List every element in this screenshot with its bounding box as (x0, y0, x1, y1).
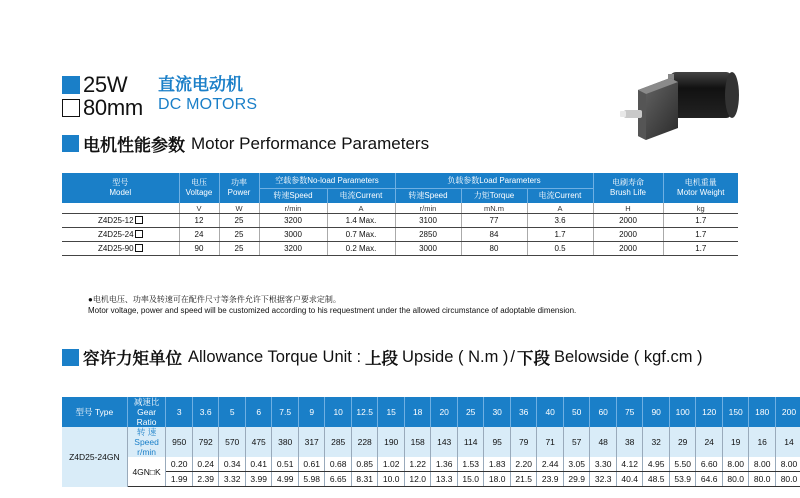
unit-cell (62, 203, 179, 214)
upside-torque-cell: 0.51 (272, 457, 299, 472)
table-cell: 1.7 (663, 214, 738, 228)
belowside-torque-cell: 1.99 (166, 472, 193, 487)
belowside-torque-cell: 21.5 (510, 472, 537, 487)
gear-ratio-cell: 18 (404, 397, 431, 427)
gear-ratio-cell: 60 (590, 397, 617, 427)
upside-torque-cell: 4.95 (643, 457, 670, 472)
table-cell: 3200 (259, 242, 327, 256)
belowside-torque-cell: 48.5 (643, 472, 670, 487)
speed-cell: 71 (537, 427, 564, 457)
table-cell: 3.6 (527, 214, 593, 228)
section-marker-icon (62, 135, 79, 152)
gear-ratio-cell: 12.5 (351, 397, 378, 427)
col-noload-speed: 转速Speed (259, 189, 327, 204)
speed-cell: 570 (219, 427, 246, 457)
belowside-torque-cell: 10.0 (378, 472, 405, 487)
unit-cell: A (327, 203, 395, 214)
table-cell: 0.2 Max. (327, 242, 395, 256)
speed-cell: 57 (563, 427, 590, 457)
model-cell: Z4D25-90 (62, 242, 179, 256)
performance-table (62, 173, 738, 256)
gear-ratio-cell: 6 (245, 397, 272, 427)
table-cell: 0.5 (527, 242, 593, 256)
unit-cell: V (179, 203, 219, 214)
speed-cell: 190 (378, 427, 405, 457)
table-cell: 3000 (259, 228, 327, 242)
gear-ratio-cell: 7.5 (272, 397, 299, 427)
table-cell: 2000 (593, 214, 663, 228)
belowside-torque-cell: 3.32 (219, 472, 246, 487)
unit-cell: r/min (395, 203, 461, 214)
belowside-torque-cell: 80.0 (775, 472, 800, 487)
gearhead-model: 4GN□K (127, 457, 166, 487)
col-power: 功率 Power (219, 173, 259, 203)
belowside-torque-cell: 2.39 (192, 472, 219, 487)
upside-torque-cell: 1.53 (457, 457, 484, 472)
torque-title-en: Allowance Torque Unit : (188, 347, 362, 366)
model-cell: Z4D25-12 (62, 214, 179, 228)
gear-ratio-cell: 75 (616, 397, 643, 427)
upside-torque-cell: 6.60 (696, 457, 723, 472)
speed-cell: 228 (351, 427, 378, 457)
unit-cell: mN.m (461, 203, 527, 214)
upside-torque-cell: 1.83 (484, 457, 511, 472)
table-cell: 25 (219, 228, 259, 242)
col-load-speed: 转速Speed (395, 189, 461, 204)
speed-cell: 95 (484, 427, 511, 457)
speed-cell: 19 (722, 427, 749, 457)
size-spec (62, 97, 143, 119)
gear-ratio-cell: 180 (749, 397, 776, 427)
unit-cell: H (593, 203, 663, 214)
table-cell: 25 (219, 242, 259, 256)
gear-ratio-cell: 3 (166, 397, 193, 427)
belowside-torque-cell: 40.4 (616, 472, 643, 487)
table-row (62, 242, 738, 256)
speed-row (62, 427, 800, 457)
belowside-label-en: Belowside ( kgf.cm ) (554, 347, 703, 366)
unit-cell: kg (663, 203, 738, 214)
model-cell: Z4D25-24 (62, 228, 179, 242)
gear-ratio-cell: 40 (537, 397, 564, 427)
upside-label-cn: 上段 (365, 350, 399, 368)
gear-ratio-cell: 20 (431, 397, 458, 427)
belowside-torque-cell: 29.9 (563, 472, 590, 487)
upside-torque-cell: 0.85 (351, 457, 378, 472)
note-chinese: ●电机电压、功率及转速可在配件尺寸等条件允许下根据客户要求定制。 (88, 295, 341, 304)
belowside-torque-row (62, 472, 800, 487)
upside-torque-cell: 0.20 (166, 457, 193, 472)
gear-ratio-cell: 5 (219, 397, 246, 427)
upside-torque-cell: 0.61 (298, 457, 325, 472)
checkbox-square-icon (135, 244, 143, 252)
upside-label-en: Upside ( N.m ) (402, 347, 509, 366)
title-english: DC MOTORS (158, 96, 258, 113)
performance-section-title (62, 131, 429, 156)
speed-cell: 380 (272, 427, 299, 457)
gear-ratio-cell: 15 (378, 397, 405, 427)
speed-cell: 143 (431, 427, 458, 457)
belowside-torque-cell: 32.3 (590, 472, 617, 487)
speed-cell: 48 (590, 427, 617, 457)
title-chinese: 直流电动机 (158, 75, 243, 94)
col-load-group: 负载参数Load Parameters (395, 173, 593, 189)
torque-section-title (62, 345, 703, 369)
gear-ratio-cell: 9 (298, 397, 325, 427)
power-marker-icon (62, 76, 80, 94)
unit-cell: W (219, 203, 259, 214)
belowside-torque-cell: 13.3 (431, 472, 458, 487)
table-cell: 1.7 (663, 228, 738, 242)
gear-ratio-cell: 30 (484, 397, 511, 427)
upside-torque-row (62, 457, 800, 472)
upside-torque-cell: 2.44 (537, 457, 564, 472)
upside-torque-cell: 0.34 (219, 457, 246, 472)
upside-torque-cell: 1.22 (404, 457, 431, 472)
table-cell: 80 (461, 242, 527, 256)
belowside-torque-cell: 5.98 (298, 472, 325, 487)
gear-ratio-cell: 120 (696, 397, 723, 427)
belowside-torque-cell: 3.99 (245, 472, 272, 487)
upside-torque-cell: 4.12 (616, 457, 643, 472)
upside-torque-cell: 5.50 (669, 457, 696, 472)
speed-cell: 16 (749, 427, 776, 457)
performance-title-en: Motor Performance Parameters (191, 133, 430, 153)
speed-cell: 32 (643, 427, 670, 457)
belowside-torque-cell: 18.0 (484, 472, 511, 487)
speed-cell: 38 (616, 427, 643, 457)
upside-torque-cell: 1.02 (378, 457, 405, 472)
torque-title-cn: 容许力矩单位 (83, 350, 182, 368)
table-row (62, 228, 738, 242)
table-cell: 12 (179, 214, 219, 228)
gear-ratio-cell: 50 (563, 397, 590, 427)
speed-cell: 24 (696, 427, 723, 457)
gear-ratio-cell: 36 (510, 397, 537, 427)
upside-torque-cell: 3.05 (563, 457, 590, 472)
table-cell: 2000 (593, 228, 663, 242)
customization-note (88, 294, 576, 316)
table-cell: 90 (179, 242, 219, 256)
power-value: 25W (83, 72, 128, 97)
table-cell: 77 (461, 214, 527, 228)
torque-table (62, 397, 800, 487)
section-marker-icon (62, 349, 79, 366)
col-voltage: 电压 Voltage (179, 173, 219, 203)
table-cell: 1.4 Max. (327, 214, 395, 228)
gear-ratio-cell: 25 (457, 397, 484, 427)
col-model: 型号 Model (62, 173, 179, 203)
speed-cell: 79 (510, 427, 537, 457)
upside-torque-cell: 0.24 (192, 457, 219, 472)
belowside-torque-cell: 12.0 (404, 472, 431, 487)
belowside-torque-cell: 6.65 (325, 472, 352, 487)
gear-ratio-cell: 100 (669, 397, 696, 427)
col-brush-life: 电刷寿命 Brush Life (593, 173, 663, 203)
unit-cell: A (527, 203, 593, 214)
table-cell: 3000 (395, 242, 461, 256)
belowside-torque-cell: 23.9 (537, 472, 564, 487)
gear-ratio-cell: 90 (643, 397, 670, 427)
speed-cell: 317 (298, 427, 325, 457)
speed-cell: 29 (669, 427, 696, 457)
belowside-torque-cell: 80.0 (722, 472, 749, 487)
belowside-torque-cell: 53.9 (669, 472, 696, 487)
speed-cell: 158 (404, 427, 431, 457)
note-english: Motor voltage, power and speed will be customized according to his requestment under the allowed circumstance of adoptable dimension. (88, 306, 577, 315)
col-noload-current: 电流Current (327, 189, 395, 204)
gear-model: Z4D25-24GN (62, 427, 127, 487)
speed-cell: 14 (775, 427, 800, 457)
speed-cell: 114 (457, 427, 484, 457)
size-marker-icon (62, 99, 80, 117)
upside-torque-cell: 0.68 (325, 457, 352, 472)
col-type: 型号 Type (62, 397, 127, 427)
table-cell: 2000 (593, 242, 663, 256)
table-cell: 25 (219, 214, 259, 228)
separator: / (510, 347, 515, 366)
belowside-torque-cell: 8.31 (351, 472, 378, 487)
table-cell: 1.7 (663, 242, 738, 256)
speed-cell: 950 (166, 427, 193, 457)
table-cell: 3200 (259, 214, 327, 228)
motor-image (612, 60, 742, 160)
gear-ratio-cell: 3.6 (192, 397, 219, 427)
gear-ratio-cell: 10 (325, 397, 352, 427)
units-row (62, 203, 738, 214)
table-cell: 3100 (395, 214, 461, 228)
table-cell: 2850 (395, 228, 461, 242)
belowside-torque-cell: 64.6 (696, 472, 723, 487)
table-cell: 24 (179, 228, 219, 242)
power-spec (62, 74, 127, 96)
speed-cell: 475 (245, 427, 272, 457)
table-cell: 84 (461, 228, 527, 242)
speed-cell: 792 (192, 427, 219, 457)
speed-label: 转 速 Speed r/min (127, 427, 166, 457)
gear-ratio-cell: 150 (722, 397, 749, 427)
table-cell: 1.7 (527, 228, 593, 242)
table-cell: 0.7 Max. (327, 228, 395, 242)
belowside-torque-cell: 80.0 (749, 472, 776, 487)
performance-title-cn: 电机性能参数 (83, 136, 185, 155)
col-load-current: 电流Current (527, 189, 593, 204)
upside-torque-cell: 3.30 (590, 457, 617, 472)
belowside-torque-cell: 15.0 (457, 472, 484, 487)
upside-torque-cell: 8.00 (749, 457, 776, 472)
col-motor-weight: 电机重量 Motor Weight (663, 173, 738, 203)
table-row (62, 214, 738, 228)
unit-cell: r/min (259, 203, 327, 214)
belowside-label-cn: 下段 (517, 350, 550, 368)
upside-torque-cell: 8.00 (722, 457, 749, 472)
checkbox-square-icon (135, 216, 143, 224)
belowside-torque-cell: 4.99 (272, 472, 299, 487)
gear-ratio-cell: 200 (775, 397, 800, 427)
upside-torque-cell: 0.41 (245, 457, 272, 472)
col-gear-ratio: 减速比 Gear Ratio (127, 397, 166, 427)
upside-torque-cell: 2.20 (510, 457, 537, 472)
speed-cell: 285 (325, 427, 352, 457)
checkbox-square-icon (135, 230, 143, 238)
upside-torque-cell: 1.36 (431, 457, 458, 472)
gear-ratio-row (62, 397, 800, 427)
col-load-torque: 力矩Torque (461, 189, 527, 204)
upside-torque-cell: 8.00 (775, 457, 800, 472)
col-noload-group: 空载参数No-load Parameters (259, 173, 395, 189)
size-value: 80mm (83, 95, 143, 120)
